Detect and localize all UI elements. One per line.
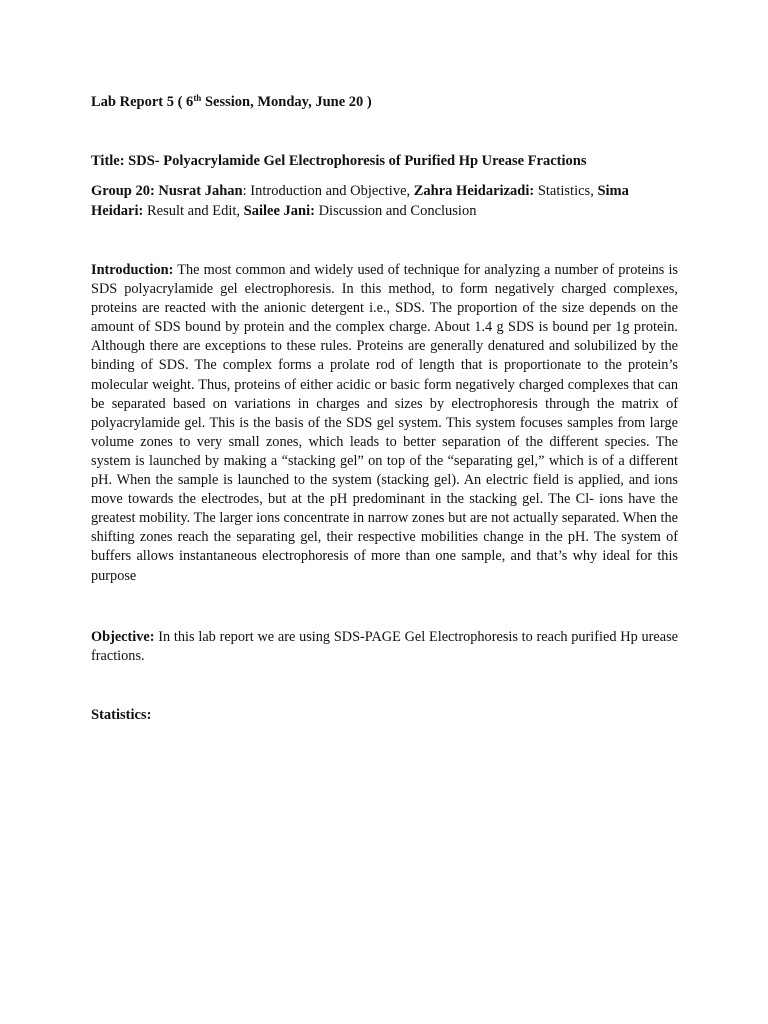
introduction-label: Introduction: xyxy=(91,262,174,278)
objective-text: In this lab report we are using SDS-PAGE Gel Electrophoresis to reach purified Hp urease fractions. xyxy=(91,629,678,665)
report-heading-prefix: Lab Report 5 ( 6 xyxy=(91,94,194,110)
group-label: Group 20: xyxy=(91,183,159,199)
objective-paragraph xyxy=(91,628,678,666)
report-heading-suffix: Session, Monday, June 20 ) xyxy=(201,94,372,110)
report-title: Title: SDS- Polyacrylamide Gel Electrophoresis of Purified Hp Urease Fractions xyxy=(91,153,587,169)
report-heading xyxy=(91,93,372,111)
member-name: Sailee Jani: xyxy=(243,202,315,219)
member-role: Discussion and Conclusion xyxy=(314,202,477,219)
introduction-paragraph xyxy=(91,261,678,586)
objective-label: Objective: xyxy=(91,629,155,645)
statistics-heading: Statistics: xyxy=(91,707,152,723)
group-members xyxy=(91,182,681,221)
member-name: Sima Heidari: xyxy=(91,183,629,219)
member-role: Result and Edit, xyxy=(143,202,244,219)
member-name: Nusrat Jahan xyxy=(158,183,243,199)
report-heading-ordinal: th xyxy=(193,93,202,103)
member-name: Zahra Heidarizadi: xyxy=(413,183,535,199)
introduction-text: The most common and widely used of technique for analyzing a number of proteins is SDS polyacrylamide gel electrophoresis. In this method, to form negatively charged complexes, proteins are reacted with the anionic detergent i.e., SDS. The proportion of the size depends on the amount of SDS bound by protein and the complex charge. About 1.4 g SDS is bound per 1g protein. Although there are exceptions to these rules. Proteins are generally denatured and solubilized by the binding of SDS. The complex forms a prolate rod of length that is proportionate to the protein’s molecular weight. Thus, proteins of either acidic or basic form negatively charged complexes that can be separated based on variations in charges and sizes by electrophoresis through the matrix of polyacrylamide gel. This is the basis of the SDS gel system. This system focuses samples from large volume zones to very small zones, which leads to better separation of the different species. The system is launched by making a “stacking gel” on top of the “separating gel,” which is of a different pH. When the sample is launched to the system (stacking gel). An electric field is applied, and ions move towards the electrodes, but at the pH predominant in the stacking gel. The Cl- ions have the greatest mobility. The larger ions concentrate in narrow zones but are not actually separated. When the shifting zones reach the separating gel, their respective mobilities change in the pH. The system of buffers allows instantaneous electrophoresis of more than one sample, and that’s why ideal for this purpose xyxy=(91,262,678,584)
member-role: Statistics, xyxy=(534,183,598,199)
member-role: : Introduction and Objective, xyxy=(242,183,414,199)
